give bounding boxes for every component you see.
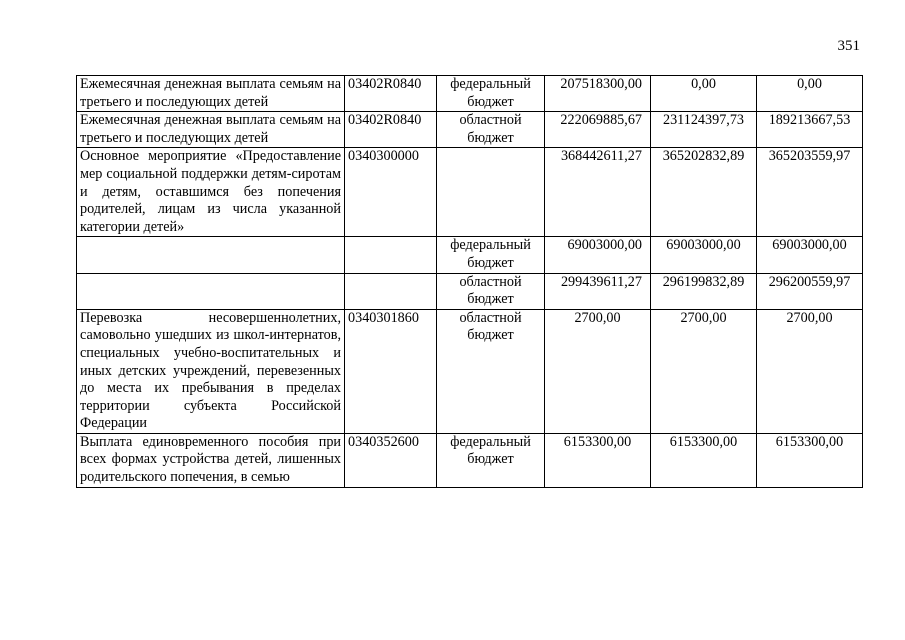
row-year2-cell: 231124397,73	[651, 112, 757, 148]
row-year1-cell: 207518300,00	[545, 76, 651, 112]
row-year3-cell: 189213667,53	[757, 112, 863, 148]
row-source-cell: областной бюджет	[437, 273, 545, 309]
row-year1-cell: 368442611,27	[545, 148, 651, 237]
row-name-cell: Ежемесячная денежная выплата семьям на третьего и последующих детей	[77, 76, 345, 112]
row-code-cell: 0340301860	[345, 309, 437, 433]
row-year1-cell: 299439611,27	[545, 273, 651, 309]
row-name-cell: Основное мероприятие «Предоставление мер социальной поддержки детям-сиротам и детям, оставшимся без попечения родителей, лицам из числа указанной категории детей»	[77, 148, 345, 237]
row-year3-cell: 296200559,97	[757, 273, 863, 309]
row-source-cell: областной бюджет	[437, 112, 545, 148]
row-year3-cell: 2700,00	[757, 309, 863, 433]
budget-table	[76, 75, 863, 488]
row-year2-cell: 69003000,00	[651, 237, 757, 273]
row-year1-cell: 2700,00	[545, 309, 651, 433]
row-code-cell	[345, 273, 437, 309]
row-code-cell: 0340300000	[345, 148, 437, 237]
row-name-cell: Ежемесячная денежная выплата семьям на третьего и последующих детей	[77, 112, 345, 148]
row-source-cell: федеральный бюджет	[437, 237, 545, 273]
row-year3-cell: 6153300,00	[757, 433, 863, 487]
table-row	[77, 273, 863, 309]
row-year3-cell: 69003000,00	[757, 237, 863, 273]
table-row	[77, 148, 863, 237]
row-year2-cell: 365202832,89	[651, 148, 757, 237]
row-year1-cell: 69003000,00	[545, 237, 651, 273]
row-code-cell: 03402R0840	[345, 76, 437, 112]
table-row	[77, 237, 863, 273]
row-year2-cell: 0,00	[651, 76, 757, 112]
row-year2-cell: 6153300,00	[651, 433, 757, 487]
table-row	[77, 433, 863, 487]
row-year3-cell: 0,00	[757, 76, 863, 112]
row-source-cell: федеральный бюджет	[437, 76, 545, 112]
table-row	[77, 76, 863, 112]
row-name-cell	[77, 273, 345, 309]
row-name-cell: Выплата единовременного пособия при всех формах устройства детей, лишенных родительского попечения, в семью	[77, 433, 345, 487]
row-year2-cell: 2700,00	[651, 309, 757, 433]
row-year3-cell: 365203559,97	[757, 148, 863, 237]
row-code-cell: 03402R0840	[345, 112, 437, 148]
row-source-cell: федеральный бюджет	[437, 433, 545, 487]
row-year1-cell: 222069885,67	[545, 112, 651, 148]
row-source-cell	[437, 148, 545, 237]
row-name-cell	[77, 237, 345, 273]
table-row	[77, 112, 863, 148]
table-row	[77, 309, 863, 433]
row-code-cell	[345, 237, 437, 273]
row-year2-cell: 296199832,89	[651, 273, 757, 309]
row-code-cell: 0340352600	[345, 433, 437, 487]
page-number: 351	[837, 38, 860, 54]
row-name-cell: Перевозка несовершеннолетних, самовольно ушедших из школ-интернатов, специальных учебно-воспитательных и иных детских учреждений, перевезенных до места их пребывания в пределах территории субъекта Российской Федерации	[77, 309, 345, 433]
row-source-cell: областной бюджет	[437, 309, 545, 433]
row-year1-cell: 6153300,00	[545, 433, 651, 487]
